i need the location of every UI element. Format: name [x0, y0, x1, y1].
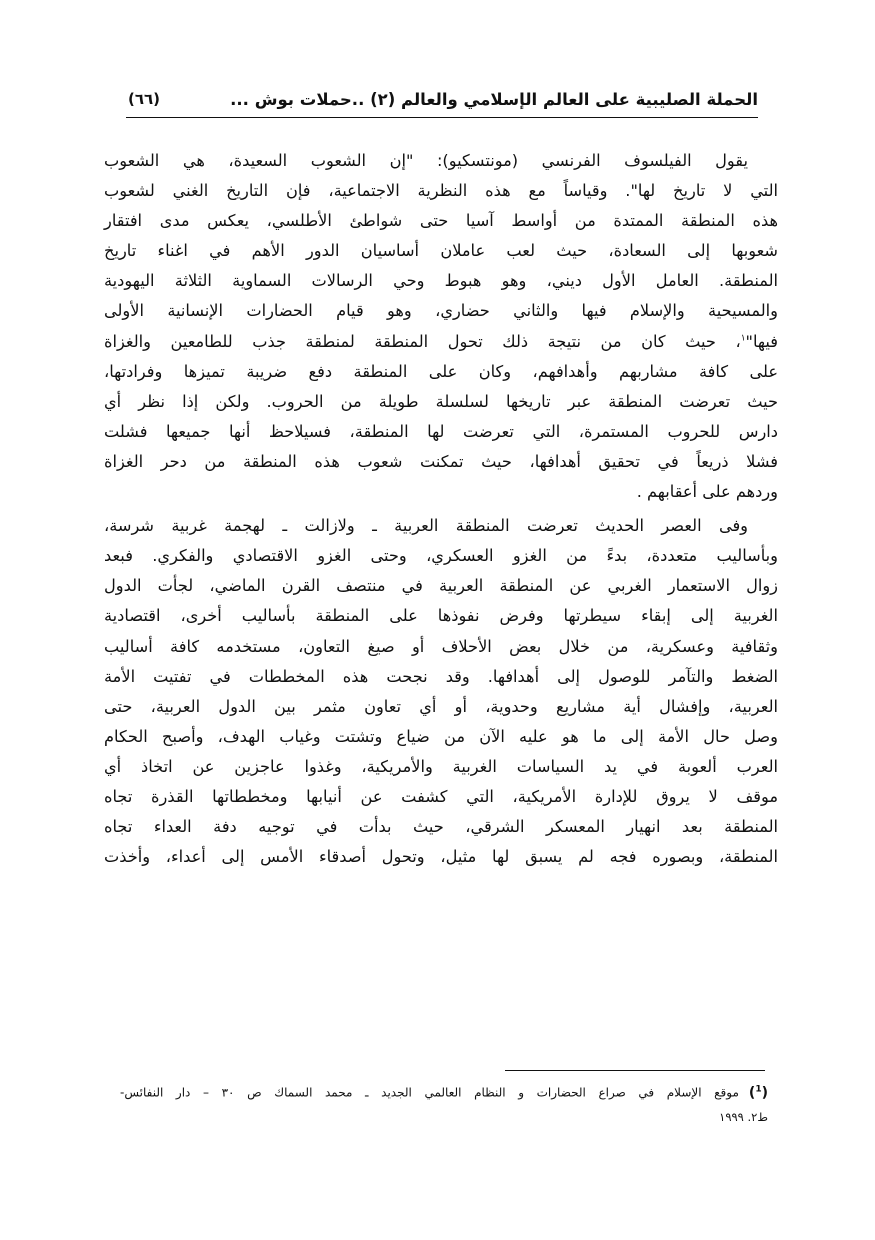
text-line: هذه المنطقة الممتدة من أواسط آسيا حتى شواطئ الأطلسي، يعكس مدى افتقار — [104, 211, 778, 231]
text-line — [104, 327, 778, 357]
text-line: وفى العصر الحديث تعرضت المنطقة العربية ـ ولازالت ـ لهجمة غربية شرسة، — [104, 516, 748, 536]
running-header — [126, 86, 758, 118]
text-line: التي لا تاريخ لها". وقياساً مع هذه النظرية الاجتماعية، فإن التاريخ الغني لشعوب — [104, 181, 778, 201]
text-line: المنطقة. العامل الأول ديني، وهو هبوط وحي الرسالات السماوية الثلاثة اليهودية — [104, 271, 778, 291]
text-line: والمسيحية والإسلام فيها والثاني حضاري، وهو قيام الحضارات الإنسانية الأولى — [104, 301, 778, 321]
text-line: المنطقة، وبصوره فجه لم يسبق لها مثيل، وتحول أصدقاء الأمس إلى أعداء، وأخذت — [104, 847, 778, 867]
paragraph-1 — [104, 146, 778, 507]
footnote — [120, 1077, 768, 1129]
footnote-paren-open: ( — [761, 1084, 768, 1101]
footnote-text: موقع الإسلام في صراع الحضارات و النظام العالمي الجديد ـ محمد السماك ص ٣٠ – دار النفائس- — [120, 1085, 739, 1100]
header-title: الحملة الصليبية على العالم الإسلامي والعالم (٢) ..حملات بوش ... — [230, 90, 758, 109]
text-line: شعوبها إلى السعادة، حيث لعب عاملان أساسيان الدور الأهم في اغناء تاريخ — [104, 241, 778, 261]
text-line: العربية، وإفشال أية مشاريع وحدوية، أو أي تعاون مثمر بين الدول العربية، حتى — [104, 696, 778, 716]
footnote-marker — [749, 1085, 768, 1101]
text-line: حيث تعرضت المنطقة عبر تاريخها لسلسلة طويلة من الحروب. ولكن إذا نظر أي — [104, 391, 778, 411]
footnote-reference[interactable]: ١ — [740, 333, 746, 344]
text-line: وبأساليب متعددة، بدءً من الغزو العسكري، وحتى الغزو الاقتصادي والفكري. فبعد — [104, 546, 778, 566]
footnote-line — [120, 1077, 768, 1105]
footnote-line: ط٢. ١٩٩٩ — [719, 1109, 768, 1124]
text-line: المنطقة بعد انهيار المعسكر الشرقي، حيث بدأت في توجيه دفة العداء تجاه — [104, 817, 778, 837]
text-line: وثقافية وعسكرية، من خلال بعض الأحلاف أو صيغ التعاون، مستخدمه كافة أساليب — [104, 636, 778, 656]
text-line: الضغط والتآمر للوصول إلى أهدافها. وقد نجحت هذه المخططات في تفتيت الأمة — [104, 666, 778, 686]
text-line: دارس للحروب المستمرة، التي تعرضت لها المنطقة، فسيلاحظ أنها جميعها فشلت — [104, 421, 778, 441]
paragraph-2 — [104, 511, 778, 872]
text-line: موقف لا يروق للإدارة الأمريكية، التي كشفت عن أنيابها ومخططاتها القذرة تجاه — [104, 786, 778, 806]
text-fragment: فيها" — [745, 331, 778, 351]
text-line: على كافة مشاربهم وأهدافهم، وكان على المنطقة دفع ضريبة تميزها وفرادتها، — [104, 361, 778, 381]
body-text — [104, 146, 778, 872]
page-number: (٦٦) — [128, 90, 161, 108]
text-line: وصل حال الأمة إلى ما هو عليه الآن من ضياع وتشتت وغياب الهدف، وأصبح الحكام — [104, 726, 778, 746]
text-line: فشلا ذريعاً في تحقيق أهدافها، حيث تمكنت شعوب هذه المنطقة من دحر الغزاة — [104, 451, 778, 471]
text-line: وردهم على أعقابهم . — [636, 482, 778, 502]
text-line: زوال الاستعمار الغربي عن المنطقة العربية في منتصف القرن الماضي، لجأت الدول — [104, 576, 778, 596]
footnote-separator — [505, 1070, 765, 1071]
footnote-number: 1 — [755, 1084, 762, 1094]
text-line: العرب ألعوبة في يد السياسات الغربية والأمريكية، وغذوا عاجزين عن اتخاذ أي — [104, 756, 778, 776]
footnote-paren-close: ) — [748, 1084, 756, 1101]
text-fragment: ، حيث كان من نتيجة ذلك تحول المنطقة لمنطقة جذب للطامعين والغزاة — [104, 331, 741, 351]
text-line: الغربية إلى إبقاء سيطرتها وفرض نفوذها على المنطقة بأساليب أخرى، اقتصادية — [104, 606, 778, 626]
text-line: يقول الفيلسوف الفرنسي (مونتسكيو): "إن الشعوب السعيدة، هي الشعوب — [104, 151, 748, 170]
